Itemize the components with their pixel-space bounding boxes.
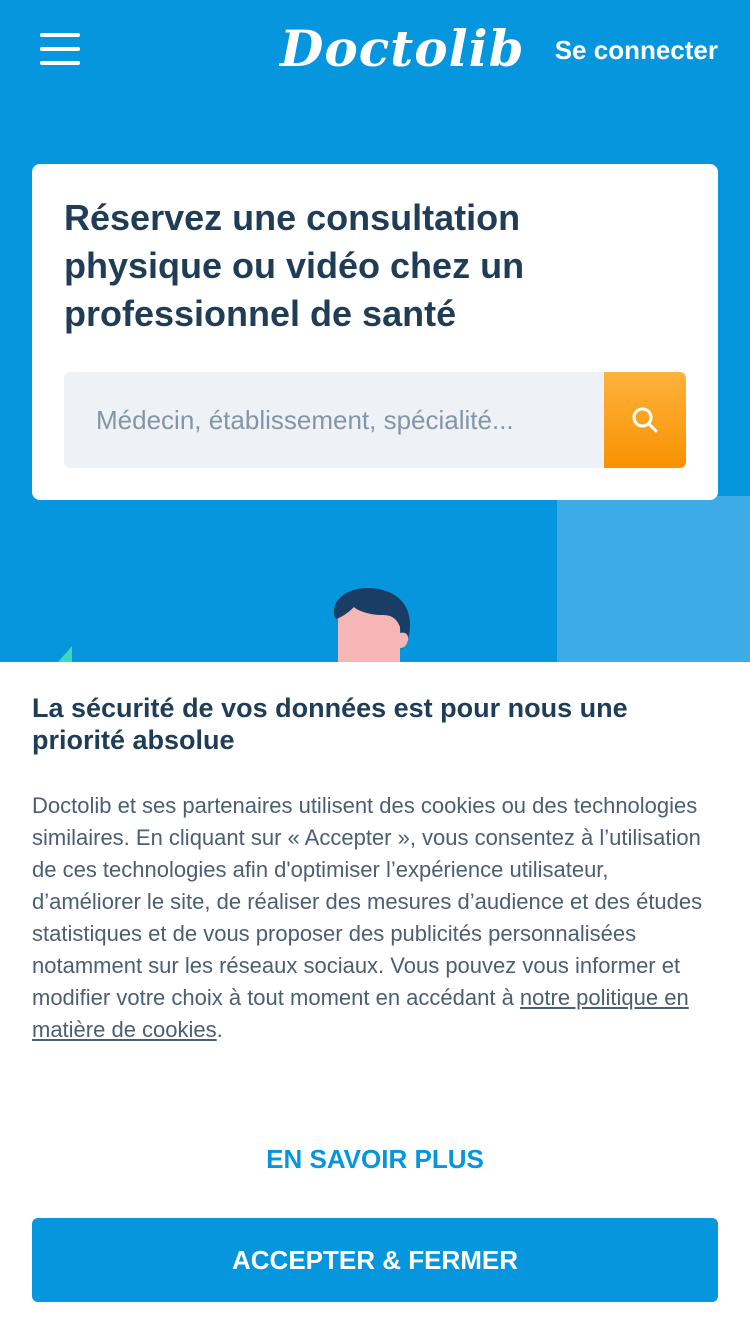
search-button[interactable]	[604, 372, 686, 468]
search-input[interactable]	[64, 372, 604, 468]
learn-more-button[interactable]: EN SAVOIR PLUS	[266, 1144, 484, 1174]
doctor-illustration	[330, 585, 415, 662]
accept-and-close-button[interactable]: ACCEPTER & FERMER	[32, 1218, 718, 1302]
doctolib-logo[interactable]: Doctolib	[280, 19, 525, 78]
cookie-banner-title: La sécurité de vos données est pour nous une priorité absolue	[32, 693, 628, 755]
hamburger-menu-icon[interactable]	[40, 30, 80, 70]
search-card	[32, 164, 718, 500]
menu-line	[40, 47, 80, 51]
search-icon	[631, 406, 659, 434]
search-bar	[64, 372, 686, 468]
cookie-consent-banner	[0, 662, 750, 1334]
decorative-leaf	[56, 646, 76, 662]
hero-section	[0, 0, 750, 662]
cookie-body-suffix: .	[216, 1017, 223, 1042]
decorative-square	[557, 496, 750, 662]
menu-line	[40, 61, 80, 65]
cookie-body-text: Doctolib et ses partenaires utilisent des cookies ou des technologies similaires. En cliquant sur « Accepter », vous consentez à l’utilisation de ces technologies afin d'optimiser l’expérience utilisateur, d’améliorer le site, de réaliser des mesures d’audience et des études statistiques et de vous proposer des publicités personnalisées notamment sur les réseaux sociaux. Vous pouvez vous informer et modifier votre choix à tout moment en accédant à	[32, 793, 703, 1010]
cookie-banner-text	[32, 790, 718, 1046]
menu-line	[40, 33, 80, 37]
search-heading: Réservez une consultation physique ou vidéo chez un professionnel de santé	[64, 197, 525, 334]
login-link[interactable]: Se connecter	[554, 35, 718, 65]
cookie-policy-link[interactable]: notre politique en matière de cookies	[32, 985, 689, 1042]
top-navigation-bar	[0, 0, 750, 100]
